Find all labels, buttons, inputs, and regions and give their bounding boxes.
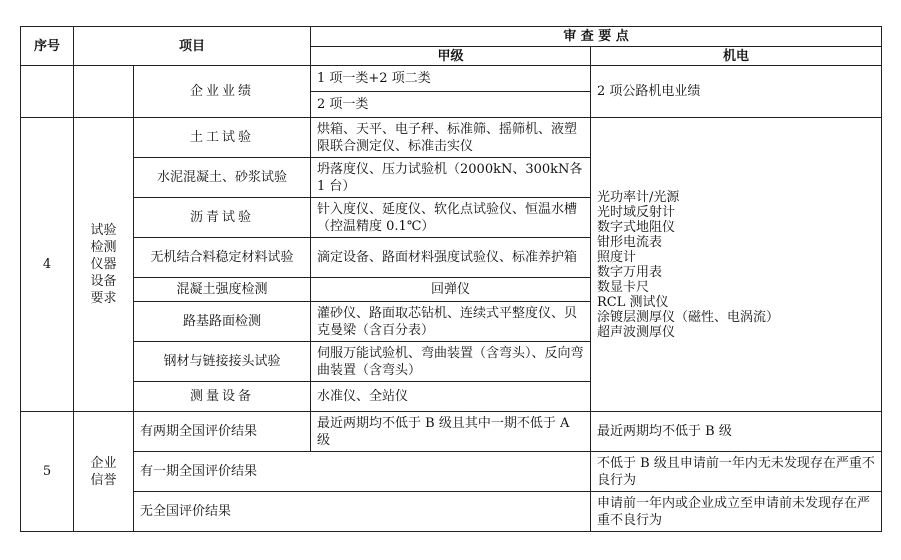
perf-grade-a-1: 1 项一类+2 项二类 bbox=[311, 66, 591, 92]
instr-label-1: 水泥混凝土、砂浆试验 bbox=[134, 158, 311, 198]
instr-label-5: 路基路面检测 bbox=[134, 302, 311, 342]
header-item: 项目 bbox=[74, 27, 311, 66]
credit-r1-grade-a: 最近两期均不低于 B 级且其中一期不低于 A 级 bbox=[311, 412, 591, 452]
perf-group-cell bbox=[74, 66, 134, 118]
instr-value-0: 烘箱、天平、电子秤、标准筛、摇筛机、液塑限联合测定仪、标准击实仪 bbox=[311, 118, 591, 158]
review-table bbox=[20, 26, 882, 532]
instr-label-3: 无机结合料稳定材料试验 bbox=[134, 238, 311, 278]
instr-value-2: 针入度仪、延度仪、软化点试验仪、恒温水槽（控温精度 0.1℃） bbox=[311, 198, 591, 238]
instr-label-2: 沥青试验 bbox=[134, 198, 311, 238]
instr-no: 4 bbox=[21, 118, 74, 412]
header-review: 审 查 要 点 bbox=[311, 27, 882, 47]
instr-label-7: 测量设备 bbox=[134, 382, 311, 412]
perf-label: 企业业绩 bbox=[134, 66, 311, 118]
instr-value-4: 回弹仪 bbox=[311, 278, 591, 302]
instr-mech-list: 光功率计/光源 光时域反射计 数字式地阻仪 钳形电流表 照度计 数字万用表 数显卡尺 RCL 测试仪 涂镀层测厚仪（磁性、电涡流） 超声波测厚仪 bbox=[591, 118, 882, 412]
credit-r2-label: 有一期全国评价结果 bbox=[134, 452, 591, 492]
instr-group: 试验 检测 仪器 设备 要求 bbox=[74, 118, 134, 412]
instr-value-3: 滴定设备、路面材料强度试验仪、标准养护箱 bbox=[311, 238, 591, 278]
instr-label-6: 钢材与链接接头试验 bbox=[134, 342, 311, 382]
credit-no: 5 bbox=[21, 412, 74, 532]
credit-r1-mech: 最近两期均不低于 B 级 bbox=[591, 412, 882, 452]
credit-r3-label: 无全国评价结果 bbox=[134, 492, 591, 532]
instr-value-5: 灌砂仪、路面取芯钻机、连续式平整度仪、贝克曼梁（含百分表） bbox=[311, 302, 591, 342]
instr-value-1: 坍落度仪、压力试验机（2000kN、300kN各 1 台） bbox=[311, 158, 591, 198]
credit-r2-mech: 不低于 B 级且申请前一年内无未发现存在严重不良行为 bbox=[591, 452, 882, 492]
credit-r1-label: 有两期全国评价结果 bbox=[134, 412, 311, 452]
perf-no-cell bbox=[21, 66, 74, 118]
credit-group: 企业 信誉 bbox=[74, 412, 134, 532]
perf-mech: 2 项公路机电业绩 bbox=[591, 66, 882, 118]
perf-grade-a-2: 2 项一类 bbox=[311, 92, 591, 118]
credit-r3-mech: 申请前一年内或企业成立至申请前未发现存在严重不良行为 bbox=[591, 492, 882, 532]
instr-value-6: 伺服万能试验机、弯曲装置（含弯头）、反向弯曲装置（含弯头） bbox=[311, 342, 591, 382]
header-grade-a: 甲级 bbox=[311, 47, 591, 66]
header-no: 序号 bbox=[21, 27, 74, 66]
header-mech: 机电 bbox=[591, 47, 882, 66]
instr-value-7: 水准仪、全站仪 bbox=[311, 382, 591, 412]
instr-label-0: 土工试验 bbox=[134, 118, 311, 158]
instr-label-4: 混凝土强度检测 bbox=[134, 278, 311, 302]
